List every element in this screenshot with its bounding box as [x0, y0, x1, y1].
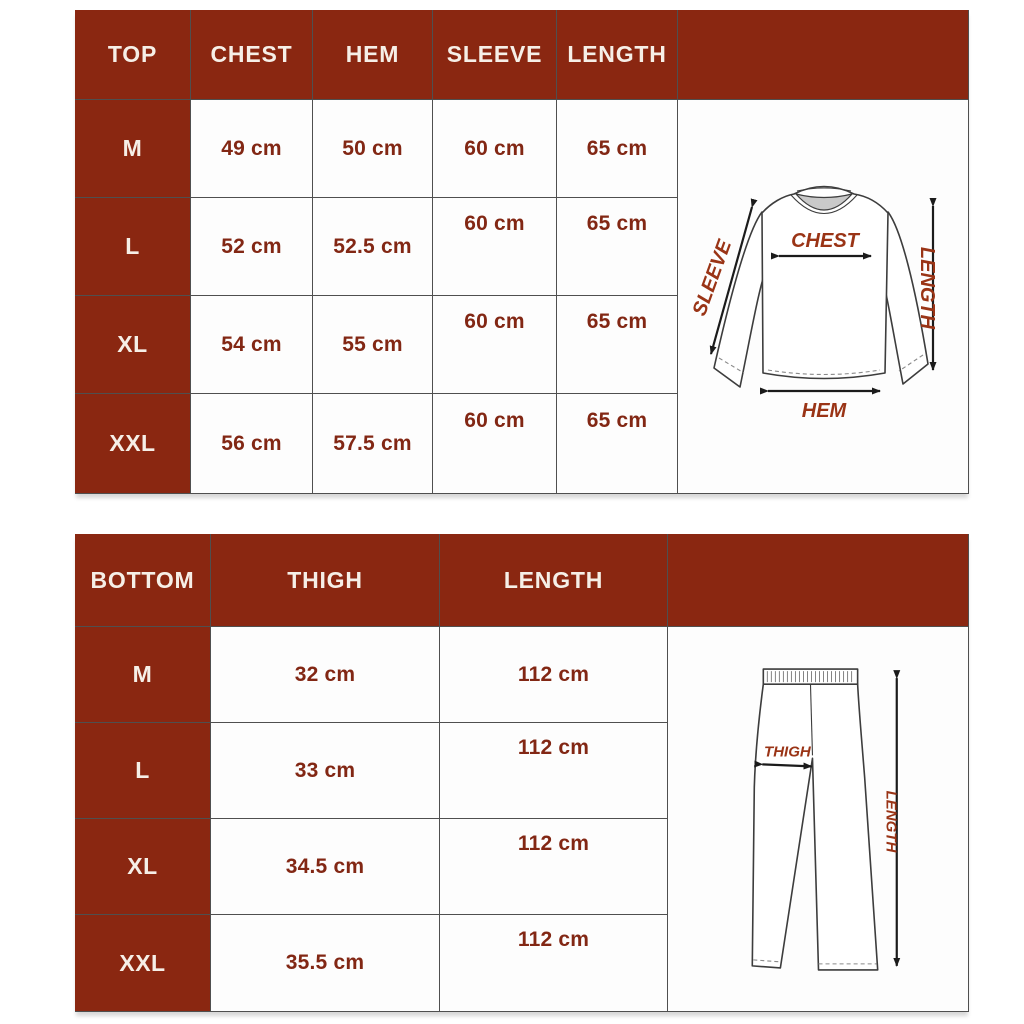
top-chest-xxl — [191, 394, 313, 494]
shirt-body — [762, 187, 888, 379]
bottom-thigh-l — [211, 723, 440, 819]
bottom-size-table — [75, 534, 969, 1012]
top-hem-xl — [313, 296, 433, 394]
cell-value: 33 cm — [294, 758, 356, 782]
cell-value: 56 cm — [221, 431, 282, 455]
top-chest-l — [191, 198, 313, 296]
bottom-header-length: LENGTH — [440, 534, 668, 627]
cell-value: 112 cm — [517, 735, 590, 759]
top-sleeve-l — [433, 198, 557, 296]
cell-value: 65 cm — [586, 309, 648, 333]
top-size-xl: XL — [75, 296, 191, 394]
cell-value: 60 cm — [464, 211, 525, 235]
cell-value: 52.5 cm — [333, 234, 412, 258]
bottom-header-thigh: THIGH — [211, 534, 440, 627]
bottom-size-xl: XL — [75, 819, 211, 915]
bottom-header-spacer — [668, 534, 969, 627]
bottom-size-xxl: XXL — [75, 915, 211, 1012]
chest-label: CHEST — [791, 230, 859, 252]
cell-value: 65 cm — [586, 211, 648, 235]
top-header-chest: CHEST — [191, 10, 313, 100]
top-length-xl — [557, 296, 678, 394]
thigh-label: THIGH — [764, 743, 811, 761]
sleeve-label: SLEEVE — [688, 237, 737, 319]
top-length-xxl — [557, 394, 678, 494]
bottom-length-m — [440, 627, 668, 723]
top-header-length: LENGTH — [557, 10, 678, 100]
top-header-top: TOP — [75, 10, 191, 100]
cell-value: 65 cm — [586, 408, 648, 432]
top-sleeve-xl — [433, 296, 557, 394]
cell-value: 60 cm — [464, 136, 525, 160]
pants-line-art — [668, 627, 968, 1011]
bottom-thigh-m — [211, 627, 440, 723]
top-header-hem: HEM — [313, 10, 433, 100]
bottom-header-bottom: BOTTOM — [75, 534, 211, 627]
pants-body — [752, 684, 877, 970]
cell-value: 32 cm — [294, 662, 356, 686]
cell-value: 35.5 cm — [285, 951, 365, 974]
top-header-sleeve: SLEEVE — [433, 10, 557, 100]
bottom-size-m: M — [75, 627, 211, 723]
shirt-length-label: LENGTH — [916, 246, 938, 330]
shirt-line-art — [678, 100, 968, 493]
top-size-l: L — [75, 198, 191, 296]
cell-value: 60 cm — [464, 309, 525, 333]
bottom-length-xl — [440, 819, 668, 915]
bottom-length-xxl — [440, 915, 668, 1012]
top-size-xxl: XXL — [75, 394, 191, 494]
cell-value: 112 cm — [517, 928, 590, 951]
top-hem-m — [313, 100, 433, 198]
cell-value: 60 cm — [464, 408, 525, 432]
cell-value: 50 cm — [342, 136, 403, 160]
top-chest-xl — [191, 296, 313, 394]
top-length-l — [557, 198, 678, 296]
shirt-diagram — [678, 100, 969, 494]
cell-value: 49 cm — [221, 136, 282, 160]
bottom-size-l: L — [75, 723, 211, 819]
cell-value: 55 cm — [342, 332, 403, 356]
bottom-thigh-xl — [211, 819, 440, 915]
bottom-length-l — [440, 723, 668, 819]
cell-value: 57.5 cm — [333, 431, 412, 455]
pants-diagram — [668, 627, 969, 1012]
cell-value: 112 cm — [517, 831, 590, 855]
hem-label: HEM — [801, 400, 847, 422]
top-sleeve-xxl — [433, 394, 557, 494]
top-sleeve-m — [433, 100, 557, 198]
cell-value: 54 cm — [221, 332, 282, 356]
cell-value: 112 cm — [517, 662, 590, 686]
top-size-m: M — [75, 100, 191, 198]
top-size-table — [75, 10, 969, 494]
top-hem-l — [313, 198, 433, 296]
bottom-thigh-xxl — [211, 915, 440, 1012]
cell-value: 65 cm — [586, 136, 648, 160]
top-length-m — [557, 100, 678, 198]
top-chest-m — [191, 100, 313, 198]
cell-value: 34.5 cm — [285, 854, 365, 878]
cell-value: 52 cm — [221, 234, 282, 258]
top-header-spacer — [678, 10, 969, 100]
top-hem-xxl — [313, 394, 433, 494]
shirt-left-sleeve — [714, 212, 768, 387]
pants-length-label: LENGTH — [882, 790, 900, 853]
